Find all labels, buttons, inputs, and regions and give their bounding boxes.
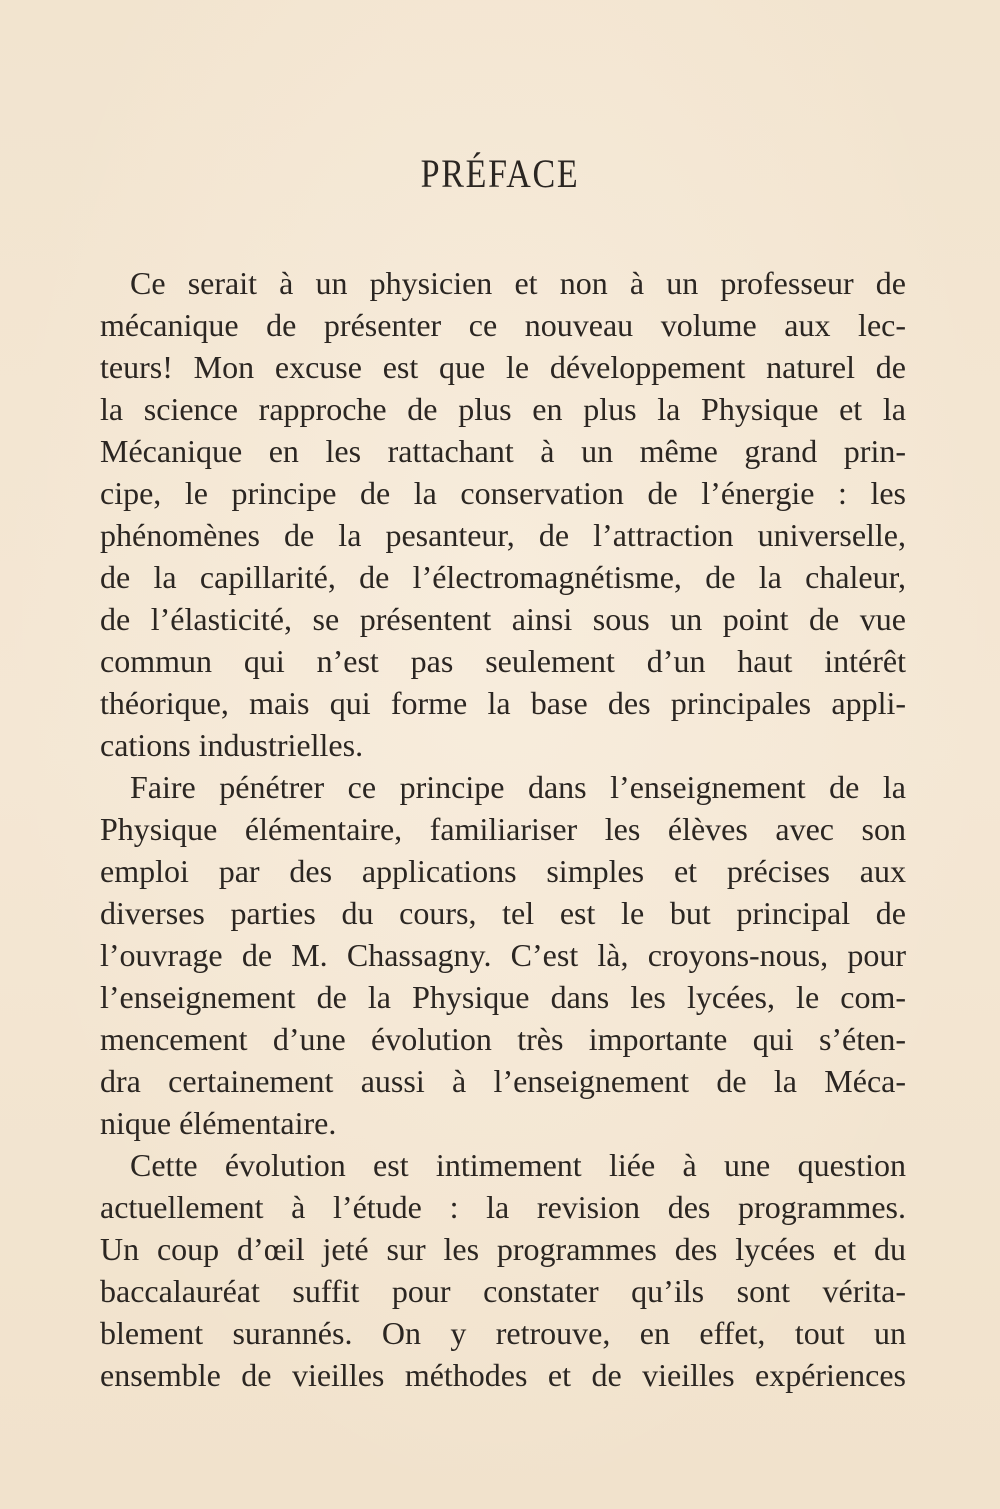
text-line: cations industrielles. bbox=[100, 727, 364, 763]
text-line: Physique élémentaire, familiariser les élèves avec son bbox=[100, 811, 906, 847]
text-line: emploi par des applications simples et précises aux bbox=[100, 853, 906, 889]
body-text bbox=[100, 262, 906, 1396]
text-line: baccalauréat suffit pour constater qu’ils sont vérita- bbox=[100, 1273, 906, 1309]
paragraph-1 bbox=[100, 262, 906, 766]
text-line: Faire pénétrer ce principe dans l’enseignement de la bbox=[130, 769, 906, 805]
text-line: théorique, mais qui forme la base des principales appli- bbox=[100, 685, 906, 721]
text-line: Ce serait à un physicien et non à un professeur de bbox=[130, 265, 906, 301]
text-line: nique élémentaire. bbox=[100, 1105, 337, 1141]
page-title: PRÉFACE bbox=[420, 151, 580, 196]
paragraph-2 bbox=[100, 766, 906, 1144]
text-line: mencement d’une évolution très importante qui s’éten- bbox=[100, 1021, 906, 1057]
text-line: cipe, le principe de la conservation de l’énergie : les bbox=[100, 475, 906, 511]
text-line: Mécanique en les rattachant à un même grand prin- bbox=[100, 433, 906, 469]
text-line: ensemble de vieilles méthodes et de vieilles expériences bbox=[100, 1357, 906, 1393]
text-line: Cette évolution est intimement liée à une question bbox=[130, 1147, 906, 1183]
text-line: Un coup d’œil jeté sur les programmes des lycées et du bbox=[100, 1231, 906, 1267]
text-line: actuellement à l’étude : la revision des programmes. bbox=[100, 1189, 906, 1225]
paragraph-3 bbox=[100, 1144, 906, 1396]
text-line: de l’élasticité, se présentent ainsi sous un point de vue bbox=[100, 601, 906, 637]
text-line: blement surannés. On y retrouve, en effet, tout un bbox=[100, 1315, 906, 1351]
text-line: l’ouvrage de M. Chassagny. C’est là, croyons-nous, pour bbox=[100, 937, 906, 973]
text-line: phénomènes de la pesanteur, de l’attraction universelle, bbox=[100, 517, 906, 553]
text-line: mécanique de présenter ce nouveau volume aux lec- bbox=[100, 307, 906, 343]
text-line: de la capillarité, de l’électromagnétisme, de la chaleur, bbox=[100, 559, 906, 595]
text-line: commun qui n’est pas seulement d’un haut intérêt bbox=[100, 643, 906, 679]
text-line: dra certainement aussi à l’enseignement de la Méca- bbox=[100, 1063, 906, 1099]
text-line: l’enseignement de la Physique dans les lycées, le com- bbox=[100, 979, 906, 1015]
text-line: diverses parties du cours, tel est le but principal de bbox=[100, 895, 906, 931]
text-line: teurs! Mon excuse est que le développement naturel de bbox=[100, 349, 906, 385]
text-line: la science rapproche de plus en plus la Physique et la bbox=[100, 391, 906, 427]
